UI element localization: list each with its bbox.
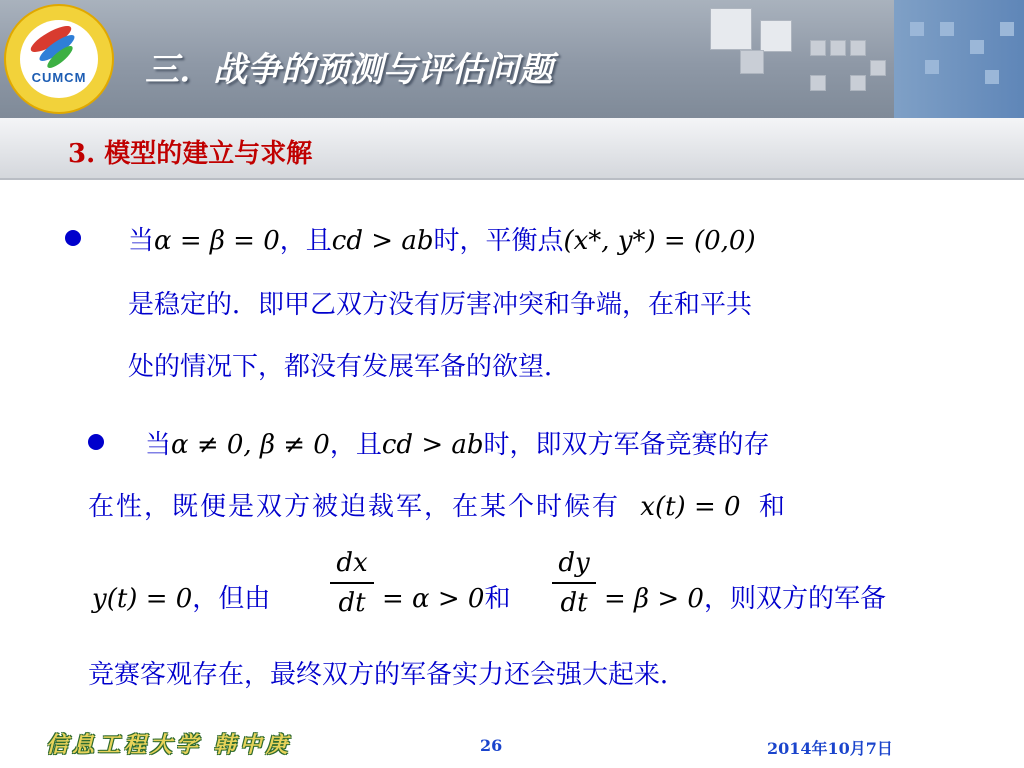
frac2-numerator: dy xyxy=(558,548,590,578)
para2-text-a: 当 xyxy=(145,430,172,460)
para1-text-a: 当 xyxy=(128,226,155,256)
section-subtitle: 3. 模型的建立与求解 xyxy=(68,139,313,169)
para2-math-1: α ≠ 0, β ≠ 0 xyxy=(171,430,330,460)
para2-line3-mid xyxy=(382,578,510,615)
para1-text-b: ，且 xyxy=(279,226,332,256)
page-title: 三．战争的预测与评估问题 xyxy=(145,50,553,90)
para2-line4: 竞赛客观存在，最终双方的军备实力还会强大起来． xyxy=(88,660,687,690)
para2-text-c: 时，即双方军备竞赛的存 xyxy=(483,430,770,460)
para1-math-2: cd > ab xyxy=(331,226,434,256)
para2-line1 xyxy=(145,424,770,461)
footer-date: 2014年10月7日 xyxy=(767,739,893,758)
logo-text: CUMCM xyxy=(31,70,87,85)
para1-math-1: α = β = 0 xyxy=(154,226,280,256)
footer-author: 信息工程大学 韩中庚 xyxy=(46,733,292,758)
para1-math-3: (x*, y*) = (0,0) xyxy=(563,226,756,256)
header-banner xyxy=(0,0,1024,118)
para2-line3-left xyxy=(92,578,270,615)
para2-math-x: x(t) = 0 xyxy=(640,492,741,522)
para2-text-h: ，则双方的军备 xyxy=(703,584,886,614)
para2-math-y: y(t) = 0 xyxy=(92,584,193,614)
para1-line1 xyxy=(128,220,756,257)
para2-text-d: 在性，既便是双方被迫裁军，在某个时候有 xyxy=(88,492,621,522)
para1-line3: 处的情况下，都没有发展军备的欲望． xyxy=(128,352,571,382)
cumcm-logo xyxy=(4,4,114,114)
para2-line2 xyxy=(88,486,787,523)
para1-line2: 是稳定的．即甲乙双方没有厉害冲突和争端，在和平共 xyxy=(128,290,753,320)
para2-text-f: ，但由 xyxy=(192,584,271,614)
para2-text-e: 和 xyxy=(758,492,787,522)
fraction-dx-dt xyxy=(330,548,374,618)
para2-math-beta: = β > 0 xyxy=(604,584,704,614)
frac2-denominator: dt xyxy=(560,588,588,618)
page-number: 26 xyxy=(480,736,503,755)
bullet-1 xyxy=(65,230,81,246)
header-decoration xyxy=(700,0,1024,118)
para2-text-g: 和 xyxy=(484,584,511,614)
frac1-numerator: dx xyxy=(336,548,368,578)
para2-math-alpha: = α > 0 xyxy=(382,584,485,614)
para2-text-b: ，且 xyxy=(329,430,382,460)
bullet-2 xyxy=(88,434,104,450)
fraction-dy-dt xyxy=(552,548,596,618)
frac1-denominator: dt xyxy=(338,588,366,618)
para2-line3-right xyxy=(604,578,886,615)
para1-text-c: 时，平衡点 xyxy=(433,226,564,256)
para2-math-2: cd > ab xyxy=(381,430,484,460)
